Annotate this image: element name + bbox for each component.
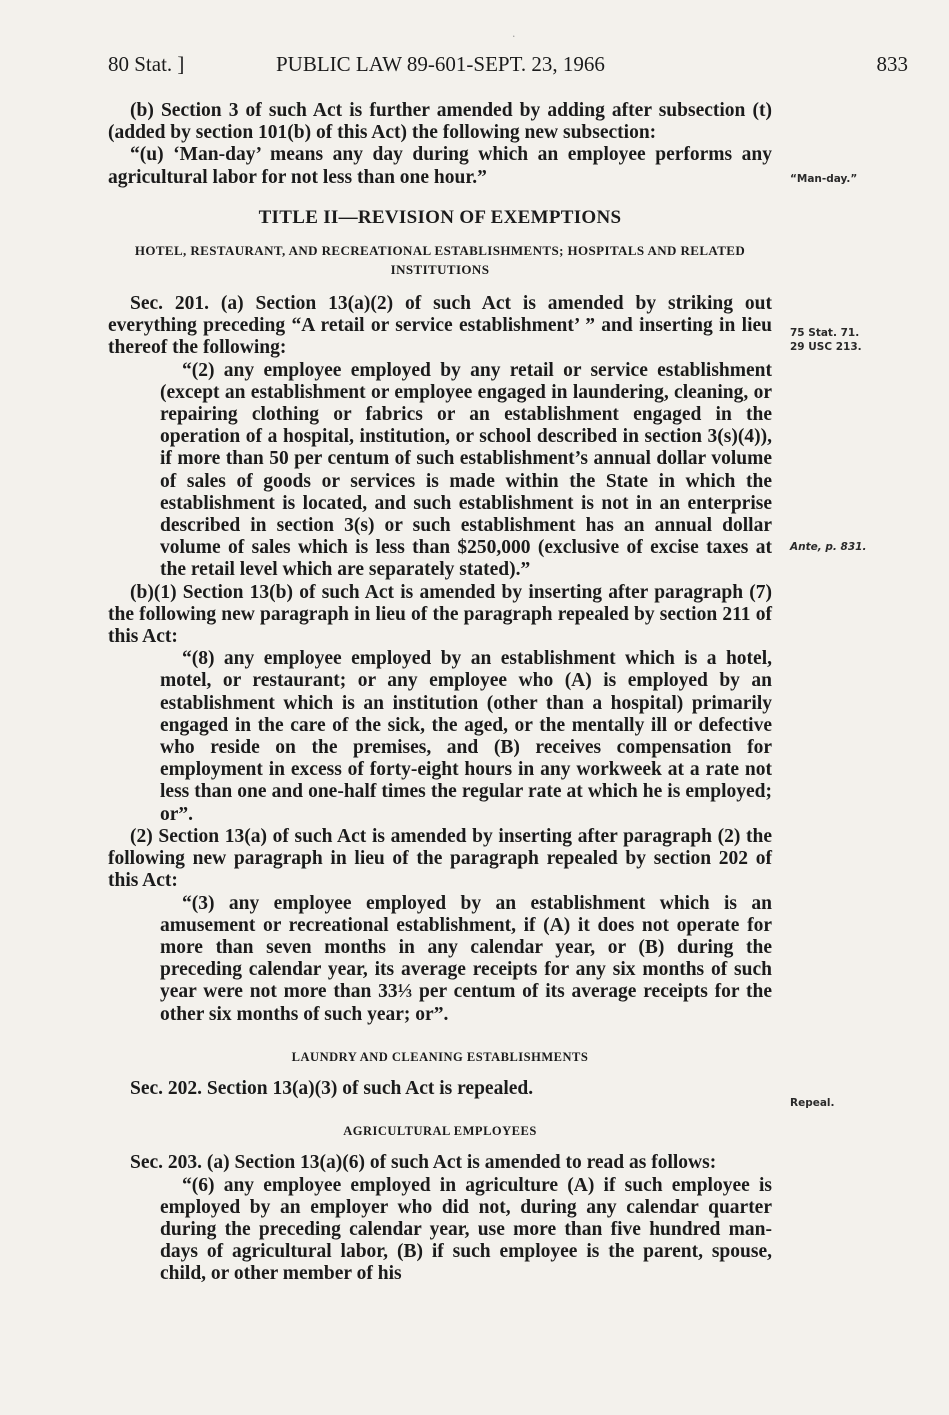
section-201b2: (2) Section 13(a) of such Act is amended by inserting after paragraph (2) the following new paragraph in lieu of the paragraph repealed by section 202 of this Act: xyxy=(108,825,772,892)
quoted-paragraph-8: “(8) any employee employed by an establishment which is a hotel, motel, or restaurant; or any employee who (A) is employed by an establishment which is an institution (other than a hospital) primarily engaged in the care of the sick, the aged, or the mentally ill or defective who reside on the premises, and (B) receives compensation for employment in excess of forty-eight hours in any workweek at a rate not less than one and one-half times the regular rate at which he is employed; or”. xyxy=(160,648,772,825)
paragraph-man-day-definition: “(u) ‘Man-day’ means any day during which an employee performs any agricultural labor for not less than one hour.” xyxy=(108,144,772,188)
law-citation: PUBLIC LAW 89-601-SEPT. 23, 1966 xyxy=(276,52,605,76)
main-text-column xyxy=(108,100,772,1286)
margin-note-stat xyxy=(790,326,862,354)
subheading-hotel-restaurant: HOTEL, RESTAURANT, AND RECREATIONAL ESTABLISHMENTS; HOSPITALS AND RELATED INSTITUTIONS xyxy=(134,243,746,278)
title-ii-heading: TITLE II—REVISION OF EXEMPTIONS xyxy=(258,206,622,228)
quoted-paragraph-3: “(3) any employee employed by an establishment which is an amusement or recreational establishment, if (A) it does not operate for more than seven months in any calendar year, or (B) during the preceding calendar year, its average receipts for any six months of such year were not more than 33⅓ per centum of its average receipts for the other six months of such year; or”. xyxy=(160,892,772,1025)
section-201b1: (b)(1) Section 13(b) of such Act is amended by inserting after paragraph (7) the following new paragraph in lieu of the paragraph repealed by section 211 of this Act: xyxy=(108,581,772,648)
section-203a: Sec. 203. (a) Section 13(a)(6) of such Act is amended to read as follows: xyxy=(130,1152,717,1174)
margin-note-stat-line1: 75 Stat. 71. xyxy=(790,327,860,339)
subheading-laundry: LAUNDRY AND CLEANING ESTABLISHMENTS xyxy=(291,1049,589,1064)
quoted-paragraph-2: “(2) any employee employed by any retail or service establishment (except an establishment or employee engaged in laundering, cleaning, or repairing clothing or fabrics or an establishment engaged in the operation of a hospital, institution, or school described in section 3(s)(4)), if more than 50 per centum of such establishment’s annual dollar volume of sales of goods or services is made within the State in which the establishment is located, and such establishment is not in an enterprise described in section 3(s) or such establishment has an annual dollar volume of sales which is less than $250,000 (exclusive of excise taxes at the retail level which are separately stated).” xyxy=(160,359,772,581)
statute-volume: 80 Stat. ] xyxy=(108,52,185,76)
scan-mark: · xyxy=(512,30,516,43)
subheading-agricultural: AGRICULTURAL EMPLOYEES xyxy=(343,1124,537,1139)
section-201a: Sec. 201. (a) Section 13(a)(2) of such Act is amended by striking out everything preceding “A retail or service establishment’ ” and inserting in lieu thereof the following: xyxy=(108,293,772,359)
paragraph-3b: (b) Section 3 of such Act is further amended by adding after subsection (t) (added by section 101(b) of this Act) the following new subsection: xyxy=(108,100,772,144)
margin-note-man-day: “Man-day.” xyxy=(790,173,858,185)
margin-note-repeal: Repeal. xyxy=(790,1097,835,1109)
margin-note-usc-line2: 29 USC 213. xyxy=(790,341,862,353)
running-header xyxy=(108,52,908,82)
margin-note-ante: Ante, p. 831. xyxy=(790,541,867,553)
page-number: 833 xyxy=(876,52,908,76)
section-202: Sec. 202. Section 13(a)(3) of such Act is repealed. xyxy=(130,1077,534,1099)
quoted-paragraph-6: “(6) any employee employed in agriculture (A) if such employee is employed by an employer who did not, during any calendar quarter during the preceding calendar year, use more than five hundred man-days of agricultural labor, (B) if such employee is the parent, spouse, child, or other member of his xyxy=(160,1174,772,1285)
